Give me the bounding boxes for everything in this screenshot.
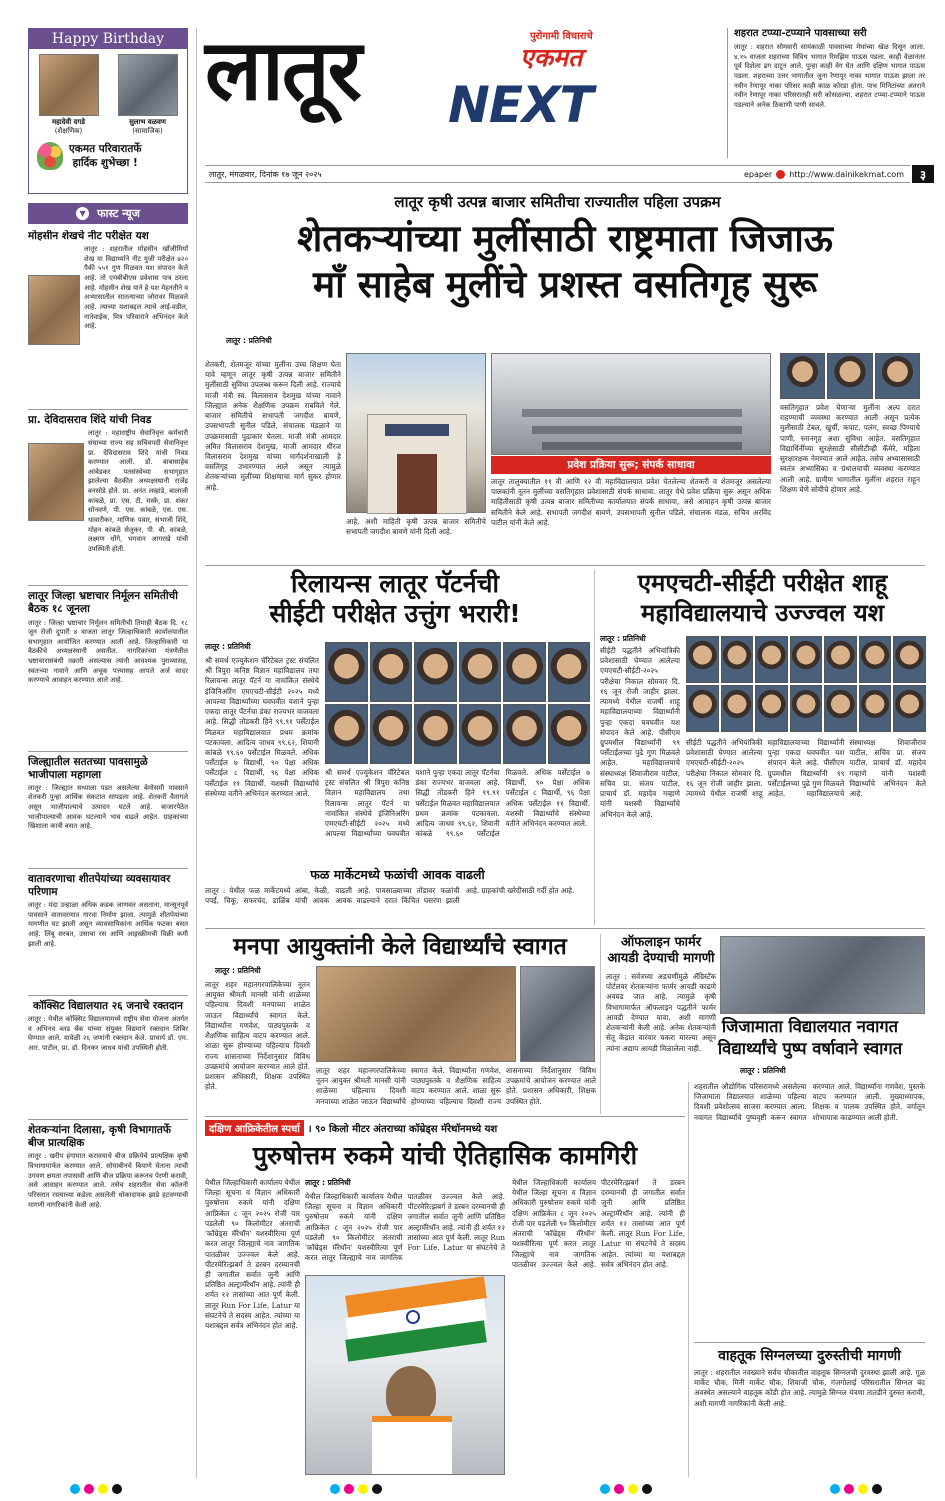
reliance-text-cont: श्री समर्थ एज्युकेशन चॅरिटेबल ट्रस्ट संचलित श्री त्रिपुरा कनिष्ठ विज्ञान महाविद्यालय तथा रिलायन्स लातूर पॅटर्न या नामांकित संस्थेचे इंजिनिअरिंग एमएचटी-सीईटी २०२५ मध्ये आपल्या विद्यार्थ्यांच्या घवघवीत यशाने पुन्हा एकदा लातूर पॅटर्नचा डंका राज्यभर वाजवला आहे. सिद्धी तोंडकरी हिने ९९.९१ पर्सेंटाईल मिळवत महाविद्यालयात प्रथम क्रमांक पटकावला. आदित्य जाधव ९९.६२, शिवानी कांबळे ९९.६० पर्सेंटाईल मिळवले. अधिक पर्सेंटाईल ७ विद्यार्थी, ९० पेक्षा अधिक पर्सेंटाईल ८ विद्यार्थी, ९६ पेक्षा अधिक पर्सेंटाईल ११ विद्यार्थी. यशस्वी विद्यार्थ्यांचे संस्थेच्या वतीने अभिनंदन करण्यात आले. <box>325 768 590 839</box>
reliance-headline-2: सीईटी परीक्षेत उत्तुंग भरारी! <box>269 599 521 628</box>
masthead-brand: एकमत <box>520 43 583 72</box>
student-photo <box>370 704 413 764</box>
farmer-id-headline-2: आयडी देण्याची मागणी <box>607 951 715 966</box>
person-photo <box>39 54 99 116</box>
birthday-person-2 <box>115 54 181 136</box>
marathon-kicker: दक्षिण आफ्रिकेतील स्पर्धा <box>205 1120 304 1136</box>
student-photo <box>414 642 457 702</box>
person-name: महादेवी दगडे <box>52 118 85 126</box>
student-photo <box>790 636 823 683</box>
student-photo <box>755 685 788 732</box>
shahu-headline-1: एमएचटी-सीईटी परीक्षेत शाहू <box>637 569 888 597</box>
commissioner-byline: लातूर : प्रतिनिधी <box>215 966 261 975</box>
student-photo <box>859 636 892 683</box>
list-item <box>28 414 188 581</box>
news-text: लातूर : महाराष्ट्रीय सेवानिवृत्त कर्मचारी संघाच्या राज्य सह सचिवपदी सेवानिवृत्त प्रा. देविदासराव शिंदे यांची निवड करण्यात आली. डॉ. बाबासाहेब आंबेडकर पतसंस्थेच्या सभागृहात झालेल्या बैठकीत अध्यक्षस्थानी राजेंद्र बनसोडे होते. प्रा. अनंत लव्हांडे, बालाजी कांबळे, प्रा. एस. टी. मस्के, प्रा. शंकर सोनवणे, पी. एस. कांबळे, एस. एस. धावारीकर, माणिक पवार, संभाजी शिंदे, मोहन कांबळे सेलूकर, पी. बी. कांबळे, लक्ष्मण धोंगे, भगवान आगरखे यांची उपस्थिती होती. <box>88 429 188 553</box>
commissioner-headline: मनपा आयुक्तांनी केले विद्यार्थ्यांचे स्वागत <box>233 934 567 960</box>
news-title: लातूर जिल्हा भ्रष्टाचार निर्मूलन समितीची बैठक १८ जूनला <box>28 590 178 616</box>
jijamata-headline-1: जिजामाता विद्यालयात नवागत <box>721 1017 899 1036</box>
page-number: ३ <box>912 165 934 183</box>
fast-news-bar <box>28 203 188 224</box>
news-title: प्रा. देविदासराव शिंदे यांची निवड <box>28 414 152 427</box>
student-photo <box>824 685 857 732</box>
student-photo <box>893 685 926 732</box>
list-item <box>28 590 188 746</box>
lead-kicker: लातूर कृषी उत्पन्न बाजार समितीचा राज्यातील पहिला उपक्रम <box>394 193 721 211</box>
lead-headline-2: माँ साहेब मुलींचे प्रशस्त वसतिगृह सुरू <box>313 263 817 306</box>
birthday-person-1 <box>36 54 102 136</box>
student-photo <box>459 704 502 764</box>
student-photo <box>325 704 368 764</box>
fruit-headline: फळ मार्केटमध्ये फळांची आवक वाढली <box>310 867 485 882</box>
student-photo <box>503 642 546 702</box>
list-item <box>28 1000 188 1115</box>
masthead-tagline: पुरोगामी विचाराचे <box>530 31 593 42</box>
marathon-kicker-bar <box>205 1120 685 1136</box>
shahu-text: सीईटी पद्धतीने अभियांत्रिकी प्रवेशासाठी घेण्यात आलेल्या एमएचटी-सीईटी-२०२५ परीक्षेचा निकाल सोमवार दि. १६ जून रोजी जाहीर झाला. त्यामध्ये येथील राजर्षी शाहू महाविद्यालयाच्या विद्यार्थ्यांनी पुन्हा एकदा घवघवीत यश संपादन केले आहे. पीसीएम ग्रुपमधील विद्यार्थ्यांनी ९९ पर्सेंटाईलच्या पुढे गुण मिळवले आहेत. महाविद्यालयाचे संस्थाध्यक्ष शिवाजीराव पाटील, सचिव प्रा. संजय पाटील, प्राचार्य डॉ. महादेव गव्हाणे यांनी यशस्वी विद्यार्थ्यांचे अभिनंदन केले आहे. <box>600 646 680 819</box>
epaper-url[interactable]: http://www.dainikekmat.com <box>789 169 904 179</box>
list-item <box>28 873 188 991</box>
farmer-id-headline-1: ऑफलाइन फार्मर <box>620 935 702 950</box>
commissioner-photo <box>316 966 516 1062</box>
marathon-text: येथील जिल्हाधिकारी कार्यालय येथील जिल्हा सूचना व विज्ञान अधिकारी पुरुषोत्तम रुकमे यांनी दक्षिण आफ्रिकेत ८ जून २०२५ रोजी पार पडलेली ९० किलोमीटर अंतराची 'कॉम्रेड्स मॅरेथॉन' यशस्वीरित्या पूर्ण करत लातूर जिल्ह्याचे नाव जागतिक पातळीवर उज्ज्वल केले आहे. पीटरमेरित्झबर्ग ते डरबन दरम्यानची ही जगातील सर्वात जुनी आणि प्रतिष्ठित अल्ट्रामॅरेथॉन आहे. त्यांनी ही शर्यत १२ तासांच्या आत पूर्ण केली. लातूर Run For Life, Latur या संघटनेचे ते <box>305 1192 505 1263</box>
shahu-byline: लातूर : प्रतिनिधी <box>600 634 646 643</box>
issue-date: लातूर, मंगळवार, दिनांक १७ जून २०२५ <box>209 169 322 179</box>
lead-col-2: लातूर तालुक्यातील ११ वी आणि १२ वी महाविद्यालयात प्रवेश घेतलेल्या शेतकरी व शेतमजूर असलेल्या पालकांनी नूतन मुलींच्या वसतिगृहात प्रवेशासाठी संपर्क साधावा. लातूर येथे प्रवेश प्रक्रिया सुरू असून अधिक माहितीसाठी कृषी उत्पन्न बाजार समितीच्या कार्यालयात संपर्क साधावा, असे आवाहन कृषी उत्पन्न बाजार समितीने केले आहे. सभापती जगदीश बावणे, उपसभापती सुनील पडिले, संचालक मंडळ, सचिव अरविंद पाटील यांनी केले आहे. <box>491 477 771 527</box>
lead-byline: लातूर : प्रतिनिधी <box>226 336 272 345</box>
student-photo <box>824 636 857 683</box>
news-text: लातूर : जिल्ह्यात सध्याला पडत असलेल्या बेमोसमी पावसाने शेतकरी पुन्हा आर्थिक संकटात सापडला आहे. शेतकरी वैतागले असून भाजीपाल्याचे उत्पादन घटले आहे. बाजारपेठेत भाजीपाल्याची आवक घटल्याने भाव वाढले आहेत. ग्राहकांच्या खिशाला कात्री बसत आहे. <box>28 783 188 831</box>
person-photo <box>118 54 178 116</box>
marathon-kicker-rest: । ९० किलो मीटर अंतराच्या कॉम्रेड्स मॅरेथॉनमध्ये यश <box>307 1124 498 1135</box>
news-text: लातूर : खरीप हंगामात करावयाचे बीज प्रक्रियेचे प्रात्यक्षिक कृषी विभागामार्फत करण्यात आले. सोयाबीनचे बियाणे घेताना त्याची उगवण क्षमता तपासावी आणि बीज प्रक्रिया करूनच पेरणी करावी, असे आवाहन करण्यात आले. तसेच शहरातील सेवा कॉलनी परिसरात रस्त्याच्या कडेला असलेली धोकादायक झाडे हटवण्याची मागणी नागरिकांनी केली आहे. <box>28 1152 188 1209</box>
student-photo <box>503 704 546 764</box>
person-role: (शैक्षणिक) <box>54 127 83 135</box>
person-role: (सामाजिक) <box>132 127 163 135</box>
masthead-logo: लातूर <box>205 21 360 119</box>
student-photo <box>370 642 413 702</box>
student-photo <box>686 685 719 732</box>
shahu-students-grid <box>686 636 926 732</box>
birthday-title: Happy Birthday <box>29 29 187 49</box>
lead-headline-1: शेतकऱ्यांच्या मुलींसाठी राष्ट्रमाता जिजाऊ <box>297 217 833 260</box>
marathon-headline: पुरुषोत्तम रुकमे यांची ऐतिहासिक कामगिरी <box>252 1141 638 1170</box>
runner-flag-photo <box>305 1275 505 1475</box>
lead-col-1: शेतकरी, शेतमजूर यांच्या मुलींना उच्च शिक्षण घेता यावे म्हणून लातूर कृषी उत्पन्न बाजार समितीने मुलींसाठी सुविधा उपलब्ध करून दिली आहे. राज्याचे माजी मंत्री स्व. विलासराव देशमुख यांच्या नावाने जिल्ह्यात अनेक शैक्षणिक उपक्रम राबविले गेले. बाजार समितीचे सभापती जगदीश बावणे, उपसभापती सुनील पडिले, संचालक मंडळाने या उपक्रमासाठी पुढाकार घेतला. माजी मंत्री आमदार अमित विलासराव देशमुख, माजी आमदार धीरज विलासराव देशमुख यांच्या मार्गदर्शनाखाली हे वसतिगृह उभारण्यात आले असून त्यामुळे शेतकऱ्यांच्या मुलींच्या शिक्षणाचा मार्ग सुकर होणार आहे. <box>205 360 341 492</box>
print-color-marks <box>0 1478 945 1500</box>
chevron-down-icon: ▼ <box>76 207 89 220</box>
dateline <box>205 165 910 183</box>
fruit-text: लातूर : येथील फळ मार्केटमध्ये आंबा, केळी, पपई, चिकू, सफरचंद, डाळिंब यांची आवक वाढली आहे. पावसाळ्याच्या तोंडावर फळांची आवक वाढल्याने दरात किंचित घसरण झाली आहे. ग्राहकांची खरेदीसाठी गर्दी होत आहे. <box>205 886 575 906</box>
student-photo <box>790 685 823 732</box>
signal-headline: वाहतूक सिग्नलच्या दुरुस्तीची मागणी <box>718 1348 901 1364</box>
person-name: सुलाभ वळवण <box>129 118 166 126</box>
reliance-headline-1: रिलायन्स लातूर पॅटर्नची <box>291 569 499 598</box>
school-welcome-photo <box>720 936 925 1014</box>
news-text: लातूर : येथील कॉक्सिट विद्यालयामध्ये राष्ट्रीय सेवा योजना अंतर्गत व अभिनव ब्लड बँक यांच्या संयुक्त विद्यमाने रक्तदान शिबिर घेण्यात आले. यावेळी २६ जणांनी रक्तदान केले. प्राचार्य डॉ. एम. आर. पाटील, प्रा. डॉ. दिनकर जाधव यांची उपस्थिती होती. <box>28 1015 188 1053</box>
birthday-box <box>28 28 188 194</box>
fast-news-list <box>28 230 188 1470</box>
jijamata-text: शहरातील औद्योगिक परिसरामध्ये असलेल्या जिजामाता विद्यालयात शाळेच्या पहिल्या दिवशी प्रवेशोत्सव साजरा करण्यात आला. नवागत विद्यार्थ्यांचे पुष्पवृष्टी करून स्वागत करण्यात आले. विद्यार्थ्यांना गणवेश, पुस्तके वाटप करण्यात आली. मुख्याध्यापक, शिक्षक व पालक उपस्थित होते. वर्गातून शोभायात्रा काढण्यात आली होती. <box>694 1082 925 1122</box>
farmer-id-text: लातूर : सर्वत्रच्या अडचणीमुळे ॲग्रिस्टॅक पोर्टलवर शेतकऱ्यांना फार्मर आयडी काढणे अवघड जात आहे. त्यामुळे कृषी विभागामार्फत ऑफलाइन पद्धतीने फार्मर आयडी देण्यात यावा, अशी मागणी शेतकऱ्यांनी केली आहे. अनेक शेतकऱ्यांनी सेतू केंद्रात वारंवार चकरा मारल्या असून त्यांना अद्याप आयडी मिळालेला नाही. <box>606 972 716 1053</box>
flower-bouquet-icon <box>37 142 63 170</box>
leaders-photos <box>780 353 920 399</box>
list-item <box>28 1124 188 1392</box>
news-title: जिल्ह्यातील सततच्या पावसामुळे भाजीपाला महागला <box>28 755 148 781</box>
student-photo <box>548 642 591 702</box>
news-text: लातूर : शहरातील मोहसीन खाँजीमियाँ शेख या विद्यार्थ्याने नीट युजी परीक्षेत ७२० पैकी ५५१ गुण मिळवत यश संपादन केले आहे. तो एमबीबीएस प्रवेशास पात्र ठरला आहे. मोहसीन शेख याने हे यश मेहनतीने व अभ्यासातील सातत्याच्या जोरावर मिळवले आहे. त्याच्या यशाबद्दल त्याचे आई-वडील, नातेवाईक, मित्र परिवाराने अभिनंदन केले आहे. <box>84 245 188 331</box>
commissioner-text: लातूर शहर महानगरपालिकेच्या नूतन आयुक्त श्रीमती मानसी यांनी शाळेच्या पहिल्याच दिवशी मनपाच्या शाळेत जाऊन विद्यार्थ्यांचे स्वागत केले. विद्यार्थ्यांना गणवेश, पाठ्यपुस्तके व शैक्षणिक साहित्य वाटप करण्यात आले. शाळा सुरू होण्याच्या पहिल्याच दिवशी राज्य शासनाच्या निर्देशानुसार विविध उपक्रमांचे आयोजन करण्यात आले होते. प्रशासन अधिकारी, शिक्षक उपस्थित होते. <box>205 980 310 1092</box>
student-photo <box>325 642 368 702</box>
news-title: मोहसीन शेखचे नीट परीक्षेत यश <box>28 230 149 242</box>
student-photo <box>414 704 457 764</box>
shahu-text-cont: सीईटी पद्धतीने अभियांत्रिकी प्रवेशासाठी घेण्यात आलेल्या एमएचटी-सीईटी-२०२५ परीक्षेचा निकाल सोमवार दि. १६ जून रोजी जाहीर झाला. त्यामध्ये येथील राजर्षी शाहू महाविद्यालयाच्या विद्यार्थ्यांनी पुन्हा एकदा घवघवीत यश संपादन केले आहे. पीसीएम ग्रुपमधील विद्यार्थ्यांनी ९९ पर्सेंटाईलच्या पुढे गुण मिळवले आहेत. महाविद्यालयाचे संस्थाध्यक्ष शिवाजीराव पाटील, सचिव प्रा. संजय पाटील, प्राचार्य डॉ. महादेव गव्हाणे यांनी यशस्वी विद्यार्थ्यांचे अभिनंदन केले आहे. <box>686 738 926 799</box>
lead-caption-bldg: आहे, अशी माहिती कृषी उत्पन्न बाजार समितीचे सभापती जगदीश बावणे यांनी दिली आहे. <box>346 517 486 537</box>
news-text: लातूर : जिल्हा भ्रष्टाचार निर्मूलन समितीची तिमाही बैठक दि. १८ जून रोजी दुपारी ४ वाजता लातूर जिल्हाधिकारी कार्यालयातील सभागृहात आयोजित करण्यात आली आहे. जिल्हाधिकारी या बैठकीचे अध्यक्षस्थानी असतील. नागरिकांच्या यंत्रणेतील भ्रष्टाचारासंबंधी तक्रारी असल्यास त्यांनी आवश्यक पुराव्यासह, स्वतःच्या नावाने आणि अचूक पत्त्यासह आपले अर्ज सादर करण्याचे आवाहन करण्यात आले आहे. <box>28 618 188 685</box>
jijamata-byline: लातूर : प्रतिनिधी <box>740 1066 786 1075</box>
news-photo <box>28 443 84 521</box>
leader-photo <box>827 353 872 399</box>
leader-photo <box>875 353 920 399</box>
commissioner-photo-2 <box>520 966 595 1062</box>
greeting-line-1: एकमत परिवारातर्फे <box>69 143 142 155</box>
student-photo <box>893 636 926 683</box>
student-photo <box>755 636 788 683</box>
fast-news-label: फास्ट न्यूज <box>97 207 140 220</box>
list-item <box>28 756 188 864</box>
commissioner-text-cont: लातूर शहर महानगरपालिकेच्या नूतन आयुक्त श्रीमती मानसी यांनी शाळेच्या पहिल्याच दिवशी मनपाच्या शाळेत जाऊन विद्यार्थ्यांचे स्वागत केले. विद्यार्थ्यांना गणवेश, पाठ्यपुस्तके व शैक्षणिक साहित्य वाटप करण्यात आले. शाळा सुरू होण्याच्या पहिल्याच दिवशी राज्य शासनाच्या निर्देशानुसार विविध उपक्रमांचे आयोजन करण्यात आले होते. प्रशासन अधिकारी, शिक्षक उपस्थित होते. <box>316 1066 596 1106</box>
list-item <box>28 230 188 405</box>
news-title: कॉक्सिट विद्यालयात २६ जनाचे रक्तदान <box>33 1000 183 1012</box>
epaper-label: epaper <box>743 169 773 179</box>
student-photo <box>721 636 754 683</box>
student-photo <box>459 642 502 702</box>
student-photo <box>721 685 754 732</box>
news-title: शेतकऱ्यांना दिलासा, कृषी विभागातर्फे बीज प्रात्यक्षिक <box>28 1124 171 1150</box>
reliance-byline: लातूर : प्रतिनिधी <box>205 642 251 651</box>
hostel-building-photo <box>346 353 486 513</box>
leader-photo <box>780 353 825 399</box>
hostel-room-photo <box>491 353 771 455</box>
news-text: लातूर : यंदा उन्हाळा अधिक कडक जाणवत असताना, मान्सूनपूर्व पावसाने वातावरणात गारवा निर्माण झाला. त्यामुळे शीतपेयांच्या मागणीत घट झाली असून व्यावसायिकांना आर्थिक फटका बसत आहे. लिंबू सरबत, उसाचा रस आणि आइस्क्रीमची विक्री कमी झाली आहे. <box>28 901 188 948</box>
student-photo <box>548 704 591 764</box>
masthead-next: NEXT <box>448 76 593 134</box>
marathon-text-right: येथील जिल्हाधिकारी कार्यालय येथील जिल्हा सूचना व विज्ञान अधिकारी पुरुषोत्तम रुकमे यांनी दक्षिण आफ्रिकेत ८ जून २०२५ रोजी पार पडलेली ९० किलोमीटर अंतराची 'कॉम्रेड्स मॅरेथॉन' यशस्वीरित्या पूर्ण करत लातूर जिल्ह्याचे नाव जागतिक पातळीवर उज्ज्वल केले आहे. पीटरमेरित्झबर्ग ते डरबन दरम्यानची ही जगातील सर्वात जुनी आणि प्रतिष्ठित अल्ट्रामॅरेथॉन आहे. त्यांनी ही शर्यत १२ तासांच्या आत पूर्ण केली. लातूर Run For Life, Latur या संघटनेचे ते सदस्य आहेत. त्यांच्या या यशाबद्दल सर्वत्र अभिनंदन होत आहे. <box>512 1178 685 1269</box>
lead-red-caption: प्रवेश प्रक्रिया सुरू; संपर्क साधावा <box>491 456 771 474</box>
shahu-headline-2: महाविद्यालयाचे उज्ज्वल यश <box>640 599 885 627</box>
news-text: लातूर : शहरात सोमवारी सायंकाळी पावसाच्या मेघांच्या खेळ दिसून आला. ४.१५ वाजता शहराच्या विविध भागात रिमझिम पाऊस पडला. काही वेळानंतर पूर्व दिशेला ढग दाटून आले. पुन्हा काही वेग घेत आणि दक्षिण भागात पाऊस पडला. शहराच्या उत्तर भागातील जुना रेणापूर नाका भागात पाऊस झाला तर नवीन रेणापूर नाका परिसर काही काळ कोरडा होता. पाच मिनिटांच्या अंतराने नवीन रेणापूर नाका परिसरातही सरी कोसळल्या. शहरात टप्प्या-टप्प्याने पाऊस पडल्याने अनेक ठिकाणी पाणी साचले. <box>734 43 925 109</box>
globe-icon <box>776 170 785 179</box>
greeting-line-2: हार्दिक शुभेच्छा ! <box>72 157 138 169</box>
news-photo <box>28 275 80 345</box>
news-title: शहरात टप्प्या-टप्प्याने पावसाच्या सरी <box>734 28 867 39</box>
signal-text: लातूर : शहरातील नवख्याने सर्वच चौकातील वाहतूक सिग्नलची दुरवस्था झाली आहे. गूळ मार्केट चौक, मिनी मार्केट चौक, शिवाजी चौक, गंजगोलाई परिसरातील सिग्नल बंद अवस्थेत असल्याने वाहतूक कोंडी होत आहे. त्यामुळे सिग्नल यंत्रणा तातडीने दुरुस्त करावी, अशी मागणी नागरिकांनी केली आहे. <box>694 1368 925 1408</box>
jijamata-headline-2: विद्यार्थ्यांचे पुष्प वर्षावाने स्वागत <box>717 1039 903 1058</box>
news-title: वातावरणाचा शीतपेयांच्या व्यवसायावर परिणाम <box>28 872 171 898</box>
right-top-news <box>727 28 925 158</box>
lead-col-3: वसतिगृहात प्रवेश घेणाऱ्या मुलींना अल्प दरात राहण्याची व्यवस्था करण्यात आली असून प्रत्येक मुलीसाठी टेबल, खुर्ची, कपाट, पलंग, स्वच्छ पिण्याचे पाणी, स्नानगृह अशा सुविधा आहेत. वसतिगृहात विद्यार्थिनींच्या सुरक्षेसाठी सीसीटीव्ही कॅमेरे, महिला सुरक्षारक्षक नेमण्यात आले आहेत. तसेच अभ्यासासाठी स्वतंत्र अभ्यासिका व ग्रंथालयाची व्यवस्था करण्यात आली आहे. ग्रामीण भागातील मुलींना शहरात राहून शिक्षण घेणे सोयीचे होणार आहे. <box>780 403 920 494</box>
student-photo <box>686 636 719 683</box>
student-photo <box>859 685 892 732</box>
reliance-students-grid <box>325 642 590 764</box>
reliance-text: श्री समर्थ एज्युकेशन चॅरिटेबल ट्रस्ट संचलित श्री त्रिपुरा कनिष्ठ विज्ञान महाविद्यालय तथा रिलायन्स लातूर पॅटर्न या नामांकित संस्थेचे इंजिनिअरिंग एमएचटी-सीईटी २०२५ मध्ये आपल्या विद्यार्थ्यांच्या घवघवीत यशाने पुन्हा एकदा लातूर पॅटर्नचा डंका राज्यभर वाजवला आहे. सिद्धी तोंडकरी हिने ९९.९१ पर्सेंटाईल मिळवत महाविद्यालयात प्रथम क्रमांक पटकावला. आदित्य जाधव ९९.६२, शिवानी कांबळे ९९.६० पर्सेंटाईल मिळवले. अधिक पर्सेंटाईल ७ विद्यार्थी, ९० पेक्षा अधिक पर्सेंटाईल ८ विद्यार्थी, ९६ पेक्षा अधिक पर्सेंटाईल ११ विद्यार्थी. यशस्वी विद्यार्थ्यांचे संस्थेच्या वतीने अभिनंदन करण्यात आले. <box>205 656 319 798</box>
marathon-byline: लातूर : प्रतिनिधी <box>305 1178 351 1187</box>
marathon-text-left: येथील जिल्हाधिकारी कार्यालय येथील जिल्हा सूचना व विज्ञान अधिकारी पुरुषोत्तम रुकमे यांनी दक्षिण आफ्रिकेत ८ जून २०२५ रोजी पार पडलेली ९० किलोमीटर अंतराची 'कॉम्रेड्स मॅरेथॉन' यशस्वीरित्या पूर्ण करत लातूर जिल्ह्याचे नाव जागतिक पातळीवर उज्ज्वल केले आहे. पीटरमेरित्झबर्ग ते डरबन दरम्यानची ही जगातील सर्वात जुनी आणि प्रतिष्ठित अल्ट्रामॅरेथॉन आहे. त्यांनी ही शर्यत १२ तासांच्या आत पूर्ण केली. लातूर Run For Life, Latur या संघटनेचे ते सदस्य आहेत. त्यांच्या या यशाबद्दल सर्वत्र अभिनंदन होत आहे. <box>205 1178 300 1331</box>
